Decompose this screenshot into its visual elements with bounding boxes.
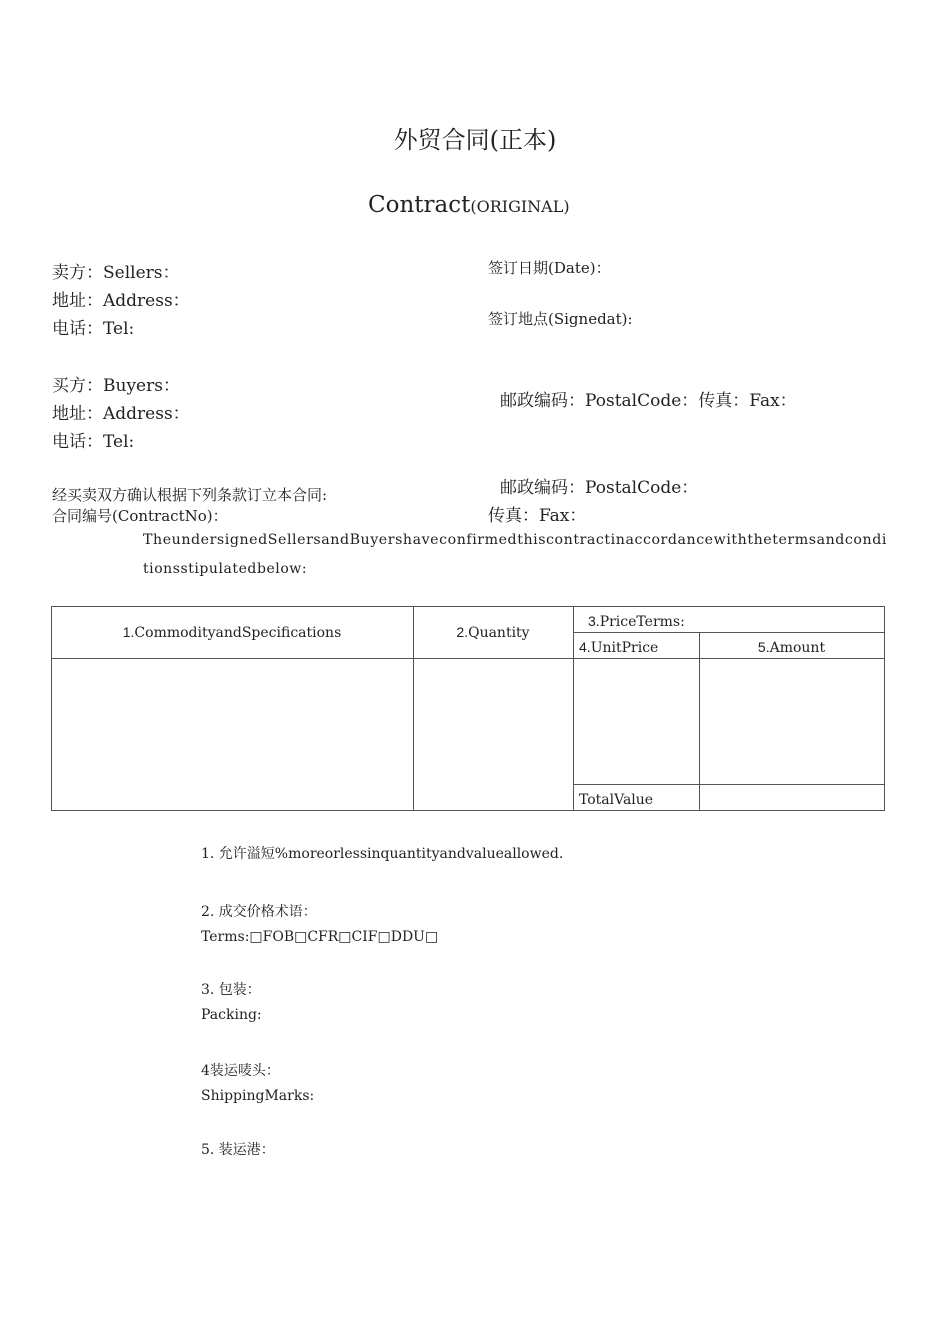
col-header-price-terms-num: 3. [588, 613, 600, 629]
col-header-commodity-num: 1. [122, 624, 135, 640]
col-header-amount-text: Amount [769, 640, 826, 656]
clause-1: 1. 允许溢短%moreorlessinquantityandvalueallowed. [201, 846, 564, 862]
clause-2-terms: Terms:□FOB□CFR□CIF□DDU□ [201, 929, 439, 945]
table-total-divider [574, 784, 884, 785]
col-header-price-terms [588, 613, 685, 630]
sign-date: 签订日期(Date)： [488, 259, 611, 277]
buyer-address: 地址：Address： [52, 404, 190, 424]
clause-2: 2. 成交价格术语： [201, 904, 317, 920]
col-header-commodity [51, 624, 413, 641]
table-header-divider [51, 658, 884, 659]
clause-4-en: ShippingMarks: [201, 1088, 315, 1104]
col-header-unit-price-num: 4. [579, 639, 591, 655]
col-header-commodity-text: CommodityandSpecifications [134, 625, 342, 641]
seller-postal-fax: 邮政编码：PostalCode：传真：Fax： [500, 391, 797, 411]
confirm-en-line2: tionsstipulatedbelow: [143, 561, 308, 577]
col-header-unit-price-text: UnitPrice [590, 640, 659, 656]
buyer-fax: 传真：Fax： [488, 506, 587, 526]
seller-address: 地址：Address： [52, 291, 190, 311]
confirm-en-line1: TheundersignedSellersandBuyershaveconfirmedthiscontractinaccordancewiththetermsandcondi [143, 532, 887, 548]
contract-no: 合同编号(ContractNo)： [52, 507, 228, 525]
sign-place: 签订地点(Signedat): [488, 310, 633, 328]
col-header-quantity-text: Quantity [468, 625, 530, 641]
seller-label: 卖方：Sellers： [52, 263, 180, 283]
buyer-tel: 电话：Tel: [52, 432, 135, 452]
col-header-unit-price [579, 639, 658, 656]
buyer-postal: 邮政编码：PostalCode： [500, 478, 699, 498]
table-col-divider-3 [699, 632, 700, 810]
table-col-divider-2 [573, 606, 574, 810]
total-value-label: TotalValue [579, 792, 654, 808]
title-en-sub: (ORIGINAL) [470, 197, 570, 216]
title-en [368, 192, 570, 218]
col-header-quantity-num: 2. [456, 624, 469, 640]
clause-3-en: Packing: [201, 1007, 262, 1023]
clause-5: 5. 装运港： [201, 1142, 275, 1158]
seller-tel: 电话：Tel: [52, 319, 135, 339]
col-header-price-terms-text: PriceTerms: [599, 614, 685, 630]
buyer-label: 买方：Buyers： [52, 376, 180, 396]
confirm-cn: 经买卖双方确认根据下列条款订立本合同: [52, 486, 328, 504]
col-header-quantity [413, 624, 573, 641]
title-en-main: Contract [368, 192, 471, 218]
clause-4: 4装运唛头： [201, 1063, 280, 1079]
title-cn: 外贸合同(正本) [393, 126, 557, 154]
col-header-amount [699, 639, 884, 656]
clause-3: 3. 包装： [201, 982, 261, 998]
table-price-divider [574, 632, 884, 633]
col-header-amount-num: 5. [757, 639, 770, 655]
